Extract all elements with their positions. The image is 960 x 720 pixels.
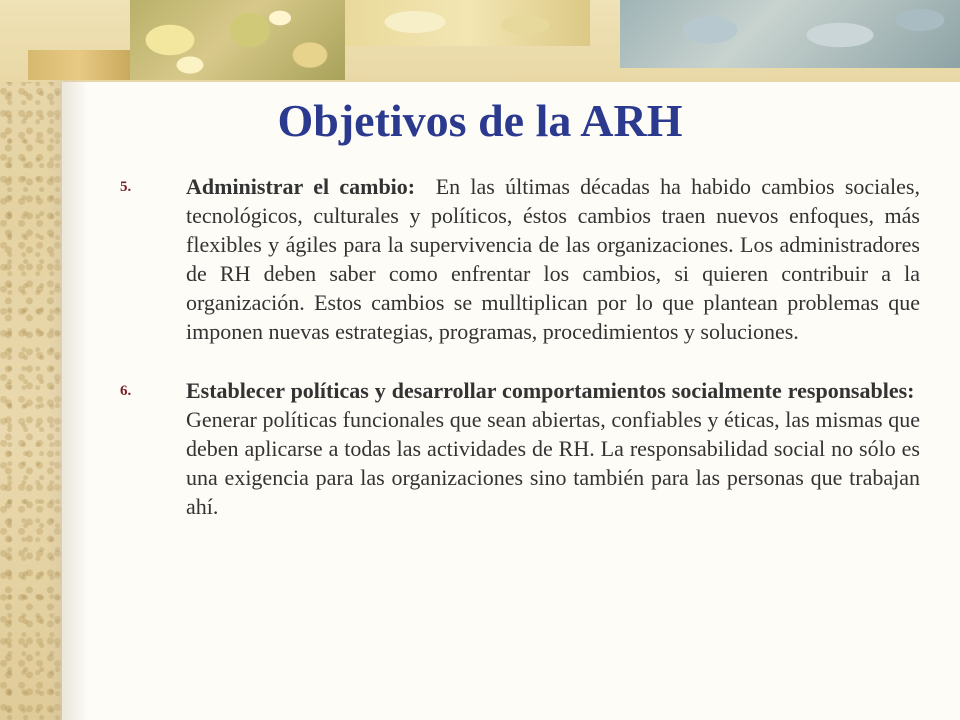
page-fold-shadow bbox=[48, 80, 88, 720]
item-heading: Administrar el cambio: bbox=[186, 174, 416, 199]
banner-image-light bbox=[345, 0, 590, 46]
item-text: En las últimas décadas ha habido cambios sociales, tecnológicos, culturales y políticos, éstos cambios traen nuevos enfoques, más flexibles y ágiles para la supervivencia de las organizaciones. Los administradores de RH deben saber como enfrentar los cambios, si quieren contribuir a la organización. Estos cambios se mulltiplican por lo que plantean problemas que imponen nuevas estrategias, programas, procedimientos y soluciones. bbox=[186, 174, 920, 344]
banner-image-gold bbox=[28, 50, 130, 80]
item-paragraph bbox=[186, 172, 920, 346]
slide-title: Objetivos de la ARH bbox=[277, 95, 683, 146]
item-number: 5. bbox=[120, 179, 132, 195]
banner-image-highlights bbox=[130, 0, 345, 80]
item-number: 6. bbox=[120, 383, 132, 399]
item-text: Generar políticas funcionales que sean abiertas, confiables y éticas, las mismas que deben aplicarse a todas las actividades de RH. La responsabilidad social no sólo es una exigencia para las organizaciones sino también para las personas que trabajan ahí. bbox=[186, 407, 920, 519]
item-heading: Establecer políticas y desarrollar comportamientos socialmente responsables: bbox=[186, 378, 915, 403]
decorative-banner bbox=[0, 0, 960, 82]
banner-image-blue bbox=[620, 0, 960, 68]
list-item bbox=[120, 376, 920, 521]
item-paragraph bbox=[186, 376, 920, 521]
list-item bbox=[120, 172, 920, 346]
objectives-list bbox=[120, 172, 920, 521]
